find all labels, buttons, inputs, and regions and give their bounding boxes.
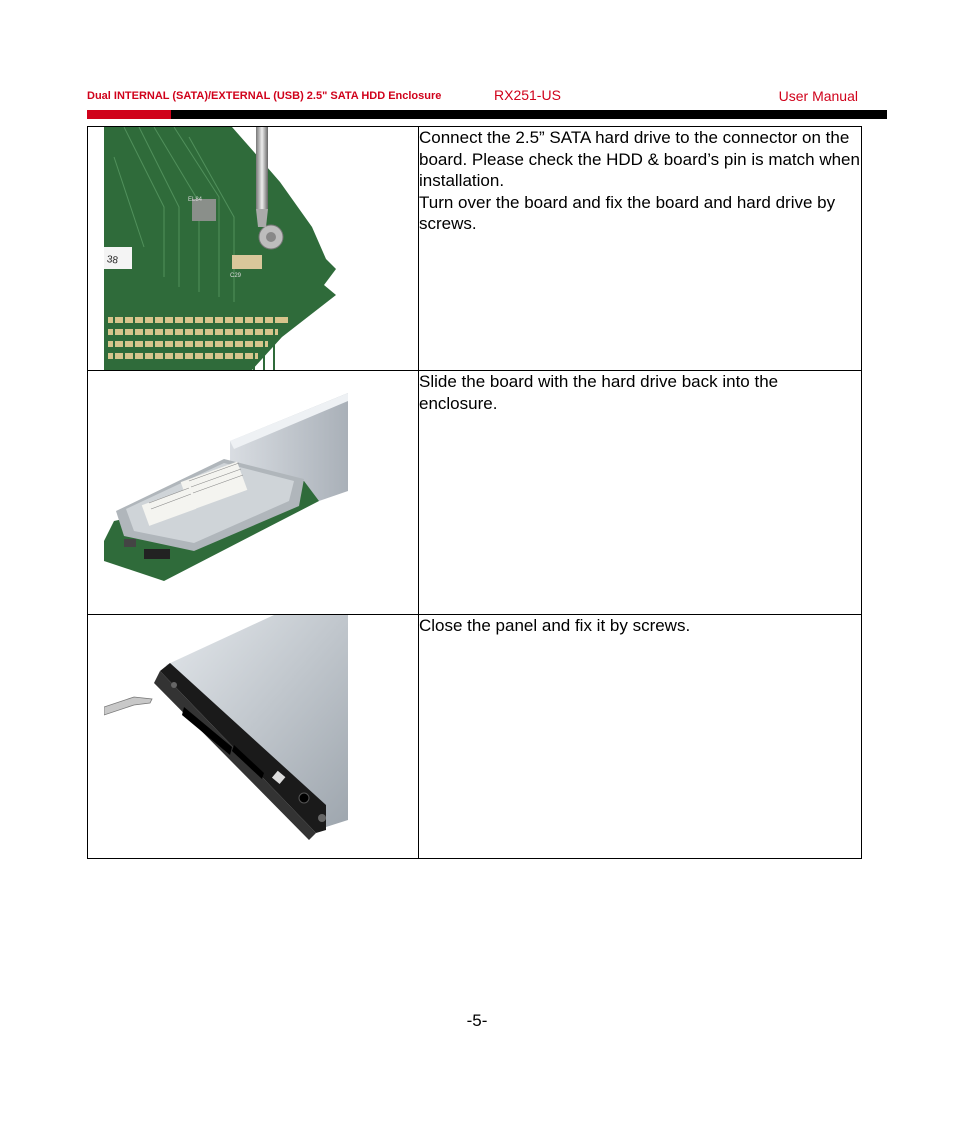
table-row (88, 371, 862, 615)
step-image-cell (88, 127, 419, 371)
cap-label: C29 (230, 273, 242, 279)
page-number: -5- (466, 1011, 488, 1030)
step-text: Connect the 2.5” SATA hard drive to the connector on the board. Please check the HDD & board’s pin is match when installation. (419, 128, 860, 190)
step-text-cell (419, 371, 862, 615)
step-text-cell (419, 127, 862, 371)
table-row (88, 615, 862, 859)
step-image-cell (88, 615, 419, 859)
hdd-sliding-into-enclosure-photo (104, 371, 348, 614)
model-number: RX251-US (494, 87, 561, 103)
circuit-board-screwdriver-photo (104, 127, 348, 370)
enclosure-panel-screwdriver-photo (104, 615, 348, 858)
step-text-cell (419, 615, 862, 859)
header-rule (87, 110, 887, 119)
step-text: Slide the board with the hard drive back into the enclosure. (419, 372, 779, 413)
manual-label: User Manual (778, 88, 858, 104)
instruction-table (87, 126, 862, 859)
step-text: Turn over the board and fix the board and hard drive by screws. (419, 192, 836, 233)
product-title: Dual INTERNAL (SATA)/EXTERNAL (USB) 2.5" SATA HDD Enclosure (87, 90, 442, 102)
table-row (88, 127, 862, 371)
sticker-label: 38 (106, 254, 119, 267)
step-text: Close the panel and fix it by screws. (419, 616, 691, 635)
chip-label: EL84 (188, 197, 203, 203)
header-rule-accent (87, 110, 171, 119)
page-header (87, 86, 858, 106)
step-image-cell (88, 371, 419, 615)
